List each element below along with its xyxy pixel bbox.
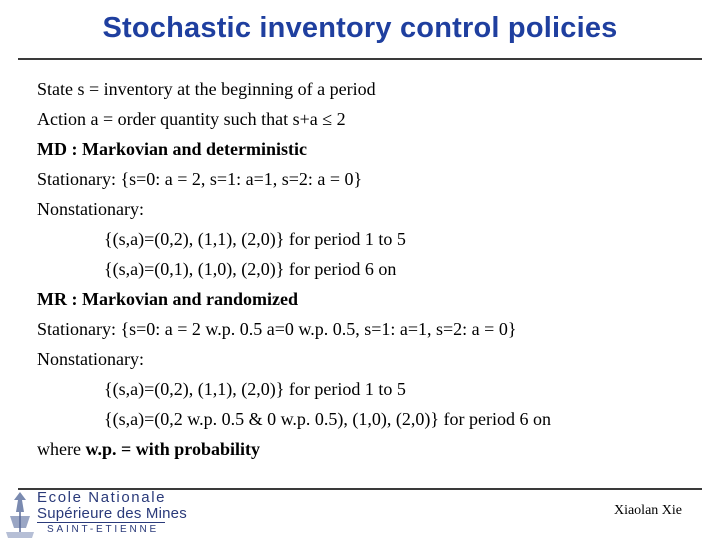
body-line-mr-stationary: Stationary: {s=0: a = 2 w.p. 0.5 a=0 w.p. 0.5, s=1: a=1, s=2: a = 0} — [37, 319, 517, 339]
definition-text: w.p. = with probability — [85, 439, 260, 459]
logo-text-line3: SAINT-ETIENNE — [47, 524, 159, 535]
body-line-md-period-1-5: {(s,a)=(0,2), (1,1), (2,0)} for period 1 to 5 — [104, 229, 406, 249]
heading-mr: MR : Markovian and randomized — [37, 289, 298, 309]
logo-text-line1: Ecole Nationale — [37, 489, 167, 506]
body-line-state: State s = inventory at the beginning of a period — [37, 79, 376, 99]
body-line-mr-period-6-on: {(s,a)=(0,2 w.p. 0.5 & 0 w.p. 0.5), (1,0), (2,0)} for period 6 on — [104, 409, 552, 429]
body-line-mr-period-1-5: {(s,a)=(0,2), (1,1), (2,0)} for period 1 to 5 — [104, 379, 406, 399]
slide-title: Stochastic inventory control policies — [102, 12, 618, 44]
body-line-md-period-6-on: {(s,a)=(0,1), (1,0), (2,0)} for period 6 on — [104, 259, 397, 279]
heading-md: MD : Markovian and deterministic — [37, 139, 307, 159]
body-line-action: Action a = order quantity such that s+a ≤ 2 — [37, 109, 346, 129]
body-line-md-stationary: Stationary: {s=0: a = 2, s=1: a=1, s=2: a = 0} — [37, 169, 363, 189]
logo-divider — [37, 522, 165, 523]
logo-text-line2: Supérieure des Mines — [37, 505, 187, 522]
body-line-md-nonstationary: Nonstationary: — [37, 199, 144, 219]
title-divider — [18, 58, 702, 60]
definition-prefix: where — [37, 439, 86, 459]
author-name: Xiaolan Xie — [613, 503, 682, 518]
logo-emblem-icon — [0, 486, 40, 540]
slide-body — [37, 74, 707, 464]
body-line-definition — [37, 434, 707, 464]
body-line-mr-nonstationary: Nonstationary: — [37, 349, 144, 369]
